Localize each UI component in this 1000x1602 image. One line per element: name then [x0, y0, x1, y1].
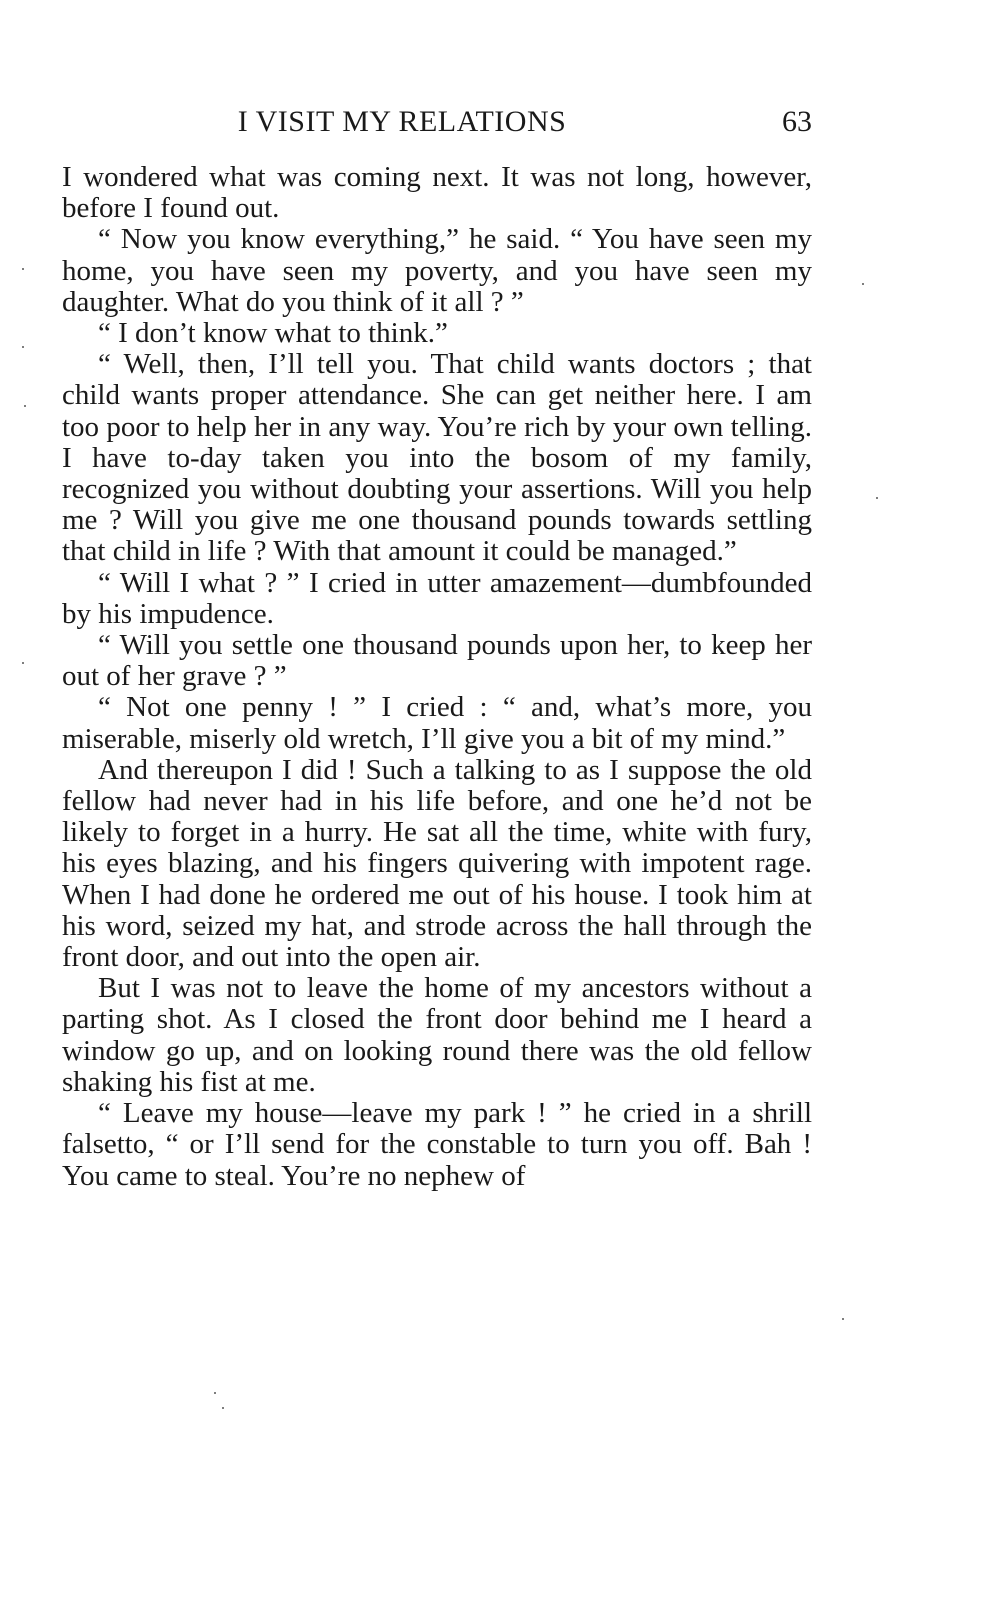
paragraph: “ Not one penny ! ” I cried : “ and, what’s more, you miserable, miserly old wretch, I’ll give you a bit of my mind.” [62, 691, 812, 755]
scan-speck [22, 268, 24, 270]
scan-speck [876, 497, 878, 499]
paragraph: And thereupon I did ! Such a talking to as I suppose the old fellow had never had in his life before, and one he’d not be likely to forget in a hurry. He sat all the time, white with fury, his eyes blazing, and his fingers quivering with impotent rage. When I had done he ordered me out of his house. I took him at his word, seized my hat, and strode across the hall through the front door, and out into the open air. [62, 753, 812, 974]
body-text [62, 162, 812, 1192]
scan-speck [214, 1392, 216, 1394]
scan-speck [22, 662, 24, 664]
running-title: I VISIT MY RELATIONS [237, 105, 567, 138]
scan-speck [22, 346, 24, 348]
paragraph: I wondered what was coming next. It was not long, however, before I found out. [62, 161, 812, 225]
page-number: 63 [782, 105, 812, 138]
paragraph: “ Well, then, I’ll tell you. That child wants doctors ; that child wants proper attendance. She can get neither here. I am too poor to help her in any way. You’re rich by your own telling. I have to-day taken you into the bosom of my family, recognized you without doubting your assertions. Will you help me ? Will you give me one thousand pounds towards settling that child in life ? With that amount it could be managed.” [62, 348, 812, 568]
paragraph: “ Will you settle one thousand pounds upon her, to keep her out of her grave ? ” [62, 629, 812, 693]
scan-speck [222, 1407, 224, 1409]
scan-speck [862, 283, 864, 285]
paragraph: “ I don’t know what to think.” [98, 317, 448, 350]
paragraph: “ Leave my house—leave my park ! ” he cried in a shrill falsetto, “ or I’ll send for the constable to turn you off. Bah ! You came to steal. You’re no nephew of [62, 1097, 812, 1192]
running-head [62, 100, 812, 144]
paragraph: “ Now you know everything,” he said. “ You have seen my home, you have seen my poverty, and you have seen my daughter. What do you think of it all ? ” [62, 223, 812, 318]
paragraph: “ Will I what ? ” I cried in utter amazement—dumbfounded by his impudence. [62, 566, 812, 630]
paragraph: But I was not to leave the home of my ancestors without a parting shot. As I closed the front door behind me I heard a window go up, and on looking round there was the old fellow shaking his fist at me. [62, 972, 812, 1098]
scan-speck [842, 1318, 844, 1320]
scan-speck [24, 405, 26, 407]
